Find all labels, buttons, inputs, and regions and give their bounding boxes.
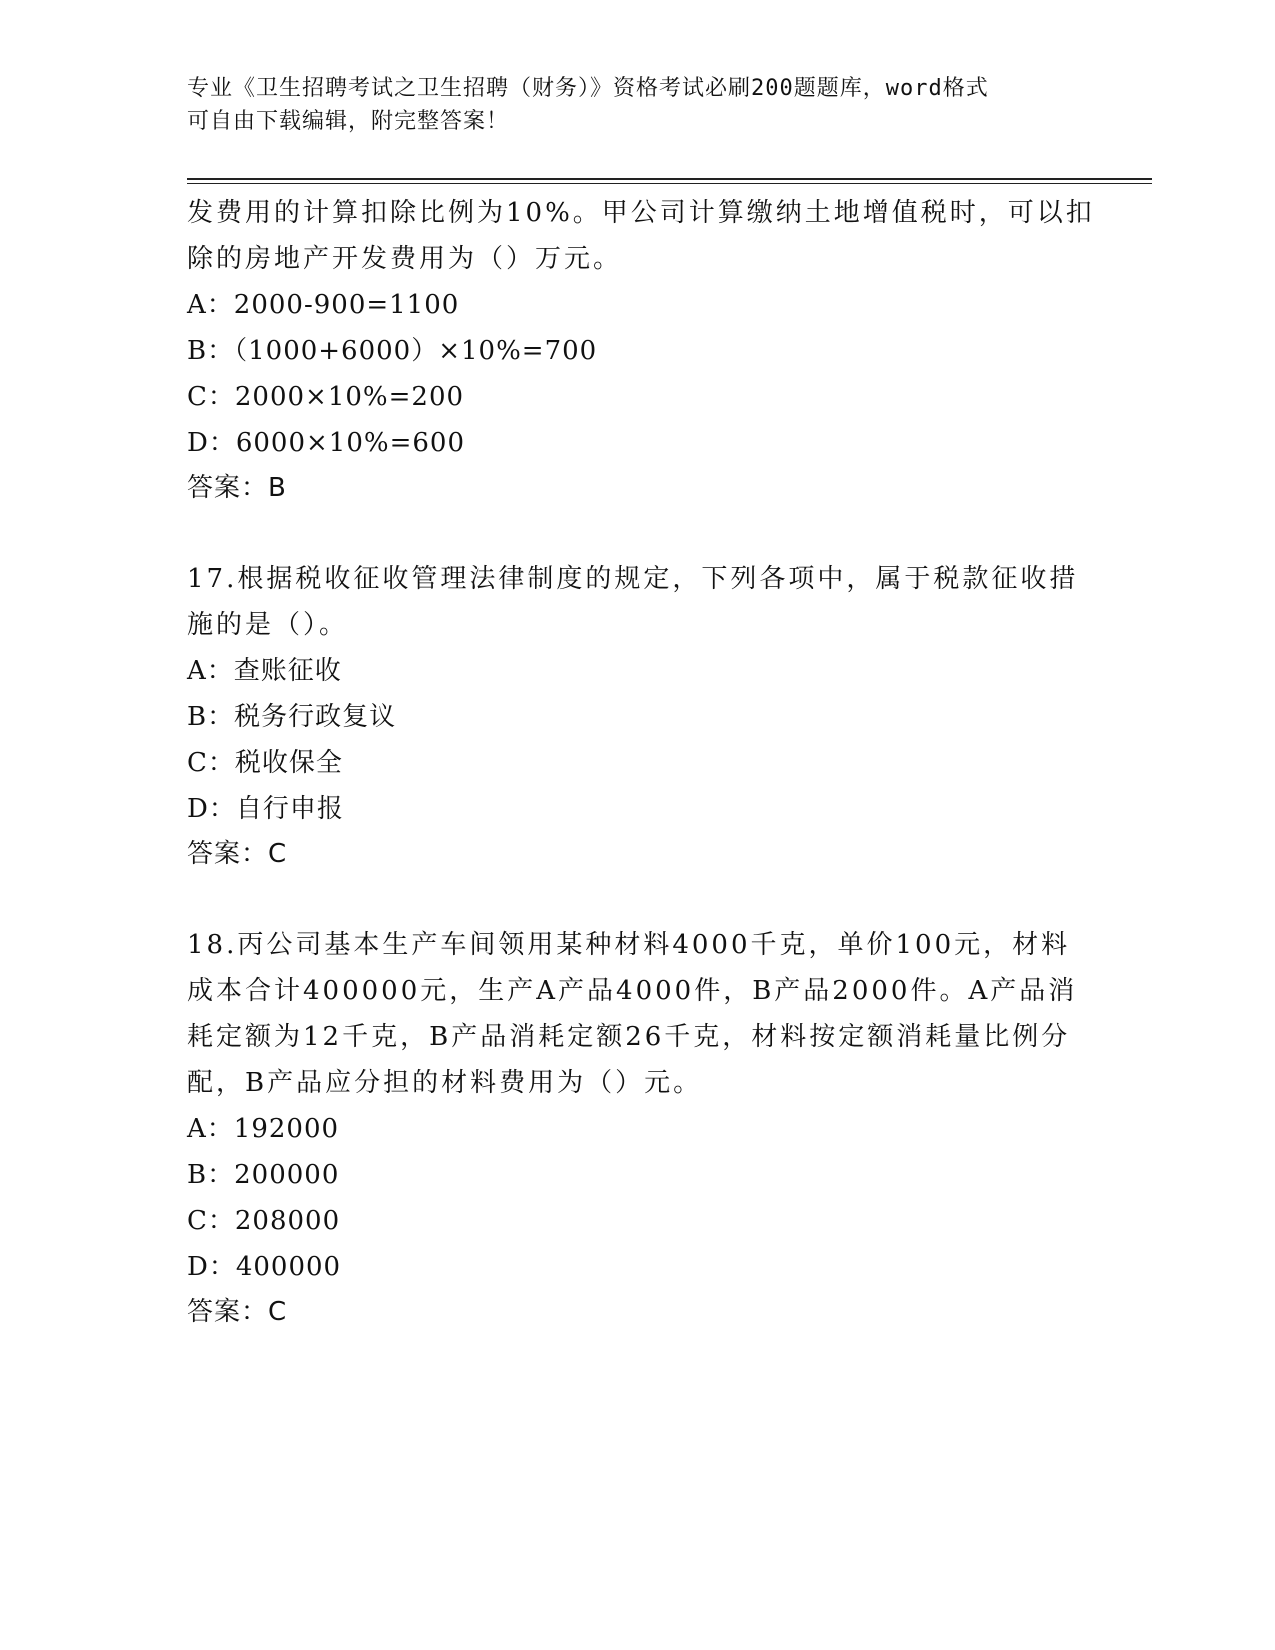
question-18-stem-line-2: 成本合计400000元，生产A产品4000件，B产品2000件。A产品消 — [187, 976, 1078, 1006]
question-17-option-c: C：税收保全 — [187, 748, 343, 778]
question-17-option-a: A：查账征收 — [187, 656, 342, 686]
question-17 — [187, 556, 1087, 876]
question-spacer — [187, 876, 1087, 922]
document-body — [187, 190, 1095, 1334]
question-18-stem-line-4: 配，B产品应分担的材料费用为（）元。 — [187, 1068, 703, 1098]
question-16-stem-line-1: 发费用的计算扣除比例为10%。甲公司计算缴纳土地增值税时，可以扣 — [187, 198, 1095, 228]
question-17-answer: 答案：C — [187, 839, 288, 869]
question-16-option-d: D：6000×10%=600 — [187, 428, 465, 458]
question-17-stem-line-1: 17.根据税收征收管理法律制度的规定，下列各项中，属于税款征收措 — [187, 564, 1079, 594]
question-18-answer: 答案：C — [187, 1297, 288, 1327]
header-title-line-1: 专业《卫生招聘考试之卫生招聘（财务）》资格考试必刷200题题库，word格式 — [187, 76, 989, 101]
document-header — [187, 72, 1087, 138]
header-divider — [187, 178, 1152, 184]
question-16 — [187, 190, 1095, 510]
question-17-option-d: D：自行申报 — [187, 794, 344, 824]
question-18-option-a: A：192000 — [187, 1114, 340, 1144]
question-18-option-b: B：200000 — [187, 1160, 340, 1190]
question-18-stem-line-3: 耗定额为12千克，B产品消耗定额26千克，材料按定额消耗量比例分 — [187, 1022, 1071, 1052]
header-title-line-2: 可自由下载编辑，附完整答案！ — [187, 109, 510, 134]
question-18-stem-line-1: 18.丙公司基本生产车间领用某种材料4000千克，单价100元，材料 — [187, 930, 1071, 960]
question-17-option-b: B：税务行政复议 — [187, 702, 397, 732]
question-16-answer: 答案：B — [187, 473, 287, 503]
question-18 — [187, 922, 1087, 1334]
question-spacer — [187, 510, 1087, 556]
question-16-option-a: A：2000-900=1100 — [187, 290, 460, 320]
question-18-option-c: C：208000 — [187, 1206, 341, 1236]
question-18-option-d: D：400000 — [187, 1252, 342, 1282]
question-17-stem-line-2: 施的是（）。 — [187, 610, 349, 640]
question-16-stem-line-2: 除的房地产开发费用为（）万元。 — [187, 244, 623, 274]
question-16-option-b: B：（1000+6000）×10%=700 — [187, 336, 598, 366]
question-16-option-c: C：2000×10%=200 — [187, 382, 465, 412]
